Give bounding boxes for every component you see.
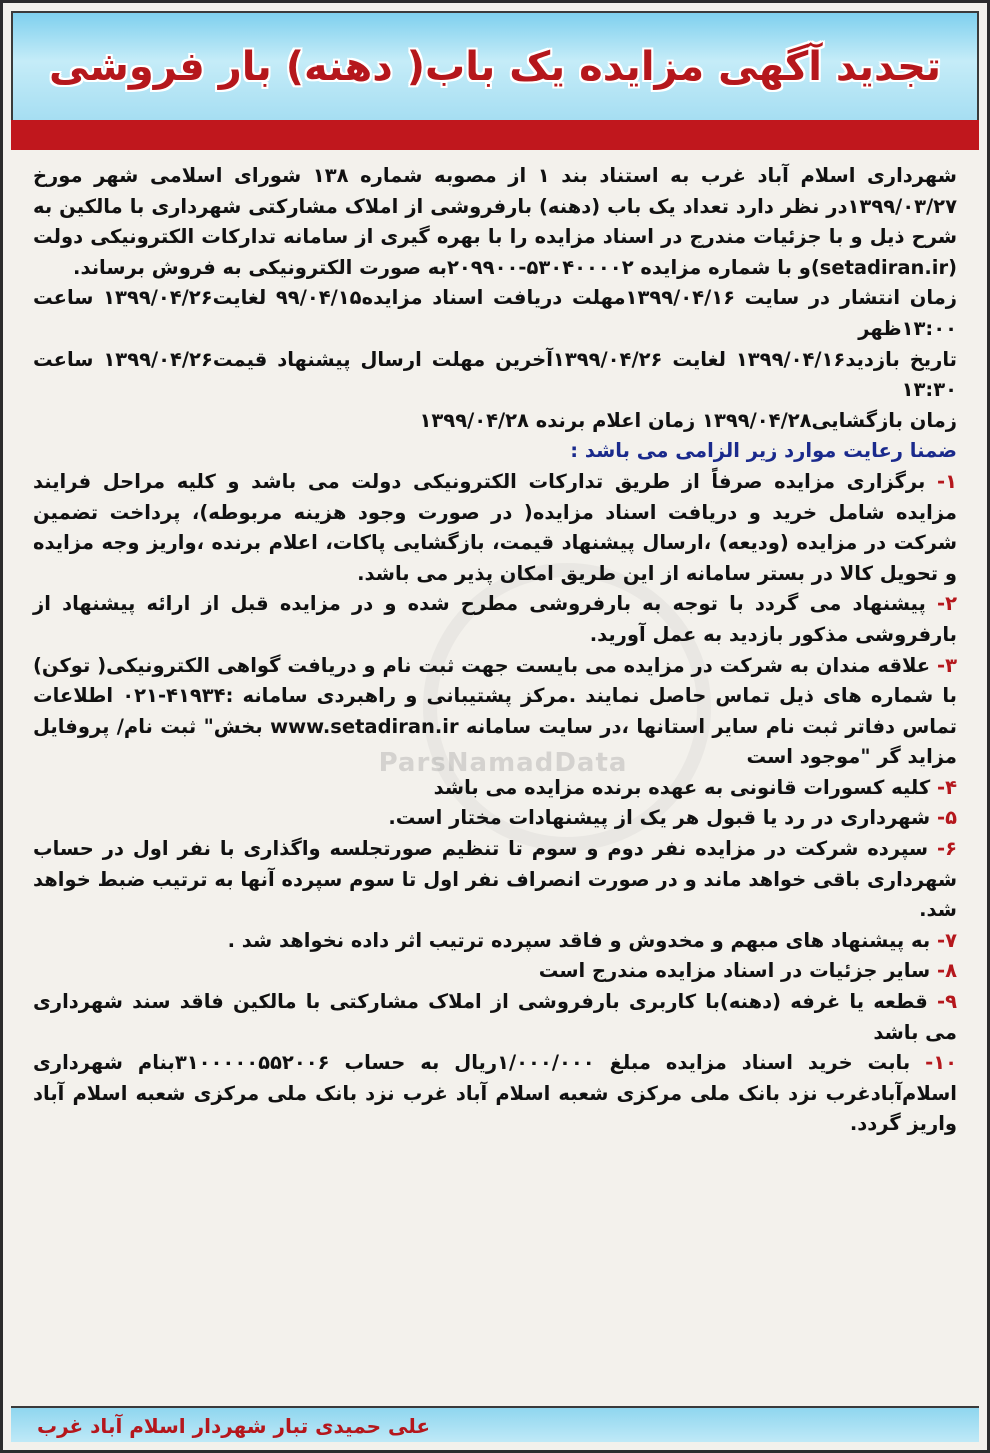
condition-text: کلیه کسورات قانونی به عهده برنده مزایده می باشد	[433, 775, 931, 799]
condition-text: سایر جزئیات در اسناد مزایده مندرج است	[538, 959, 931, 983]
condition-text: برگزاری مزایده صرفاً از طریق تدارکات الکترونیکی دولت می باشد و کلیه مراحل فرایند مزایده شامل خرید و دریافت اسناد مزایده( در صورت وجود هزینه مربوطه)، پرداخت تضمین شرکت در مزایده (ودیعه) ،ارسال پیشنهاد قیمت، بازگشایی پاکات، اعلام برنده ،واریز وجه مزایده و تحویل کالا در بستر سامانه از این طریق امکان پذیر می باشد.	[33, 469, 957, 585]
condition-item	[33, 926, 957, 957]
condition-number: ۳-	[937, 653, 957, 677]
condition-text: بابت خرید اسناد مزایده مبلغ ۱/۰۰۰/۰۰۰ریال به حساب ۳۱۰۰۰۰۰۵۵۲۰۰۶بنام شهرداری اسلام‌آبادغرب نزد بانک ملی مرکزی شعبه اسلام آباد غرب نزد بانک ملی مرکزی شعبه اسلام آباد واریز گردد.	[33, 1051, 957, 1136]
condition-item	[33, 773, 957, 804]
condition-item	[33, 803, 957, 834]
condition-number: ۱-	[937, 469, 957, 493]
condition-text: سپرده شرکت در مزایده نفر دوم و سوم تا تنظیم صورتجلسه واگذاری با نفر اول در حساب شهرداری باقی خواهد ماند و در صورت انصراف نفر اول تا سوم سپرده آنها به ترتیب ضبط خواهد شد.	[33, 837, 957, 922]
condition-text: شهرداری در رد یا قبول هر یک از پیشنهادات مختار است.	[388, 806, 931, 830]
condition-text: به پیشنهاد های مبهم و مخدوش و فاقد سپرده ترتیب اثر داده نخواهد شد .	[227, 928, 931, 952]
condition-number: ۷-	[937, 928, 957, 952]
condition-number: ۱۰-	[925, 1051, 958, 1075]
notice-header	[11, 11, 979, 122]
notice-body	[33, 161, 957, 1405]
notice-title: تجدید آگهی مزایده یک باب( دهنه) بار فروشی	[49, 43, 941, 90]
condition-item	[33, 589, 957, 650]
condition-item	[33, 987, 957, 1048]
condition-item	[33, 956, 957, 987]
condition-number: ۴-	[937, 775, 957, 799]
condition-item	[33, 1048, 957, 1140]
mayor-signature: علی حمیدی تبار شهردار اسلام آباد غرب	[37, 1414, 431, 1438]
condition-number: ۵-	[937, 806, 957, 830]
schedule-opening: زمان بازگشایی۱۳۹۹/۰۴/۲۸ زمان اعلام برنده ۱۳۹۹/۰۴/۲۸	[419, 408, 957, 432]
condition-number: ۹-	[937, 990, 957, 1014]
watermark-text: ParsNamadData	[378, 748, 628, 778]
condition-text: پیشنهاد می گردد با توجه به بارفروشی مطرح شده و در مزایده قبل از ارائه پیشنهاد از بارفروشی مذکور بازدید به عمل آورید.	[33, 592, 957, 646]
conditions-heading: ضمنا رعایت موارد زیر الزامی می باشد :	[570, 439, 957, 463]
condition-item	[33, 467, 957, 589]
condition-number: ۲-	[937, 592, 957, 616]
condition-text: قطعه یا غرفه (دهنه)با کاربری بارفروشی از املاک مشارکتی با مالکین فاقد سند شهرداری می باشد	[33, 990, 957, 1044]
condition-number: ۸-	[937, 959, 957, 983]
condition-item	[33, 834, 957, 926]
schedule-publish: زمان انتشار در سایت ۱۳۹۹/۰۴/۱۶مهلت دریافت اسناد مزایده۹۹/۰۴/۱۵ لغایت۱۳۹۹/۰۴/۲۶ ساعت ۱۳:۰۰ظهر	[33, 286, 958, 340]
condition-text: علاقه مندان به شرکت در مزایده می بایست جهت ثبت نام و دریافت گواهی الکترونیکی( توکن) با شماره های ذیل تماس حاصل نمایند .مرکز پشتیبانی و راهبردی سامانه :۴۱۹۳۴-۰۲۱ اطلاعات تماس دفاتر ثبت نام سایر استانها ،در سایت سامانه www.setadiran.ir بخش" ثبت نام/ پروفایل مزاید گر "موجود است	[33, 653, 957, 769]
intro-paragraph: شهرداری اسلام آباد غرب به استناد بند ۱ از مصوبه شماره ۱۳۸ شورای اسلامی شهر مورخ ۱۳۹۹/۰۳/۲۷در نظر دارد تعداد یک باب (دهنه) بارفروشی از املاک مشارکتی شهرداری با مالکین به شرح ذیل و با جزئیات مندرج در اسناد مزایده را با بهره گیری از سامانه تدارکات الکترونیکی دولت (setadiran.ir)و با شماره مزایده ۵۳۰۴۰۰۰۰۲-۲۰۹۹۰۰به صورت الکترونیکی به فروش برساند.	[33, 164, 957, 279]
condition-number: ۶-	[937, 837, 958, 861]
condition-item	[33, 651, 957, 773]
red-divider-bar	[11, 120, 979, 150]
schedule-visit: تاریخ بازدید۱۳۹۹/۰۴/۱۶ لغایت ۱۳۹۹/۰۴/۲۶آخرین مهلت ارسال پیشنهاد قیمت۱۳۹۹/۰۴/۲۶ ساعت ۱۳:۳۰	[33, 347, 957, 402]
